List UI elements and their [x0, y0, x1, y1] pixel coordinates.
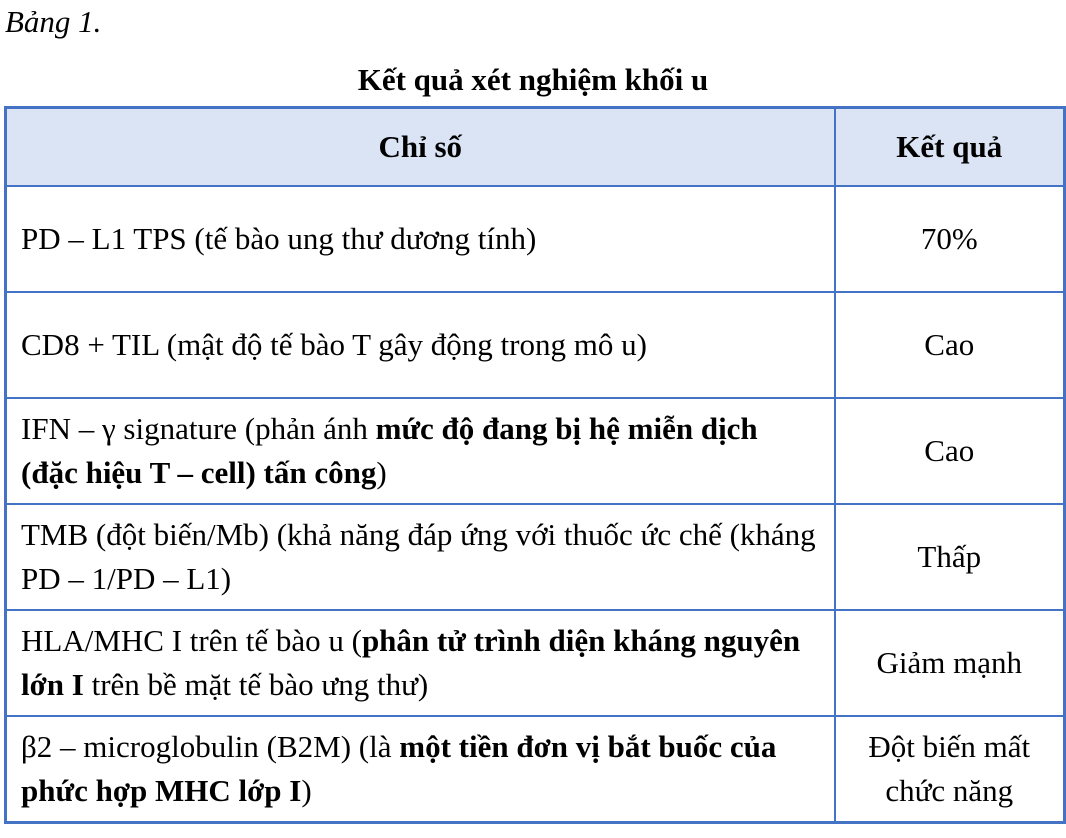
index-text: )	[376, 455, 387, 490]
index-text: CD8 + TIL (mật độ tế bào T gây động trong mô u)	[21, 327, 647, 362]
index-text-bold: mức độ đang bị hệ miễn dịch (đặc hiệu T – cell) tấn công	[21, 411, 758, 490]
table-row	[6, 610, 1065, 716]
row-index-cell	[6, 292, 835, 398]
table-row	[6, 186, 1065, 292]
table-row	[6, 398, 1065, 504]
header-result: Kết quả	[835, 108, 1065, 187]
index-text-bold: phân tử trình diện kháng nguyên lớn I	[21, 623, 801, 702]
row-index-cell	[6, 504, 835, 610]
row-result-cell: 70%	[835, 186, 1065, 292]
index-text: β2 – microglobulin (B2M) (là	[21, 729, 400, 764]
index-text: IFN – γ signature (phản ánh	[21, 411, 376, 446]
row-index-cell	[6, 186, 835, 292]
header-index: Chỉ số	[6, 108, 835, 187]
header-row	[6, 108, 1065, 187]
row-result-cell: Cao	[835, 398, 1065, 504]
results-table	[4, 106, 1066, 824]
index-text: trên bề mặt tế bào ưng thư)	[83, 667, 429, 702]
row-result-cell: Giảm mạnh	[835, 610, 1065, 716]
row-index-cell	[6, 610, 835, 716]
index-text: TMB (đột biến/Mb) (khả năng đáp ứng với thuốc ức chế (kháng PD – 1/PD – L1)	[21, 517, 816, 596]
table-row	[6, 292, 1065, 398]
table-caption: Bảng 1.	[5, 4, 102, 39]
row-result-cell: Đột biến mất chức năng	[835, 716, 1065, 823]
row-result-cell: Thấp	[835, 504, 1065, 610]
index-text-bold: một tiền đơn vị bắt buốc của phức hợp MHC lớp I	[21, 729, 777, 808]
row-index-cell	[6, 398, 835, 504]
table-row	[6, 716, 1065, 823]
row-result-cell: Cao	[835, 292, 1065, 398]
table-title: Kết quả xét nghiệm khối u	[357, 62, 709, 97]
index-text: )	[301, 773, 312, 808]
index-text: HLA/MHC I trên tế bào u (	[21, 623, 362, 658]
table-row	[6, 504, 1065, 610]
index-text: PD – L1 TPS (tế bào ung thư dương tính)	[21, 221, 537, 256]
row-index-cell	[6, 716, 835, 823]
